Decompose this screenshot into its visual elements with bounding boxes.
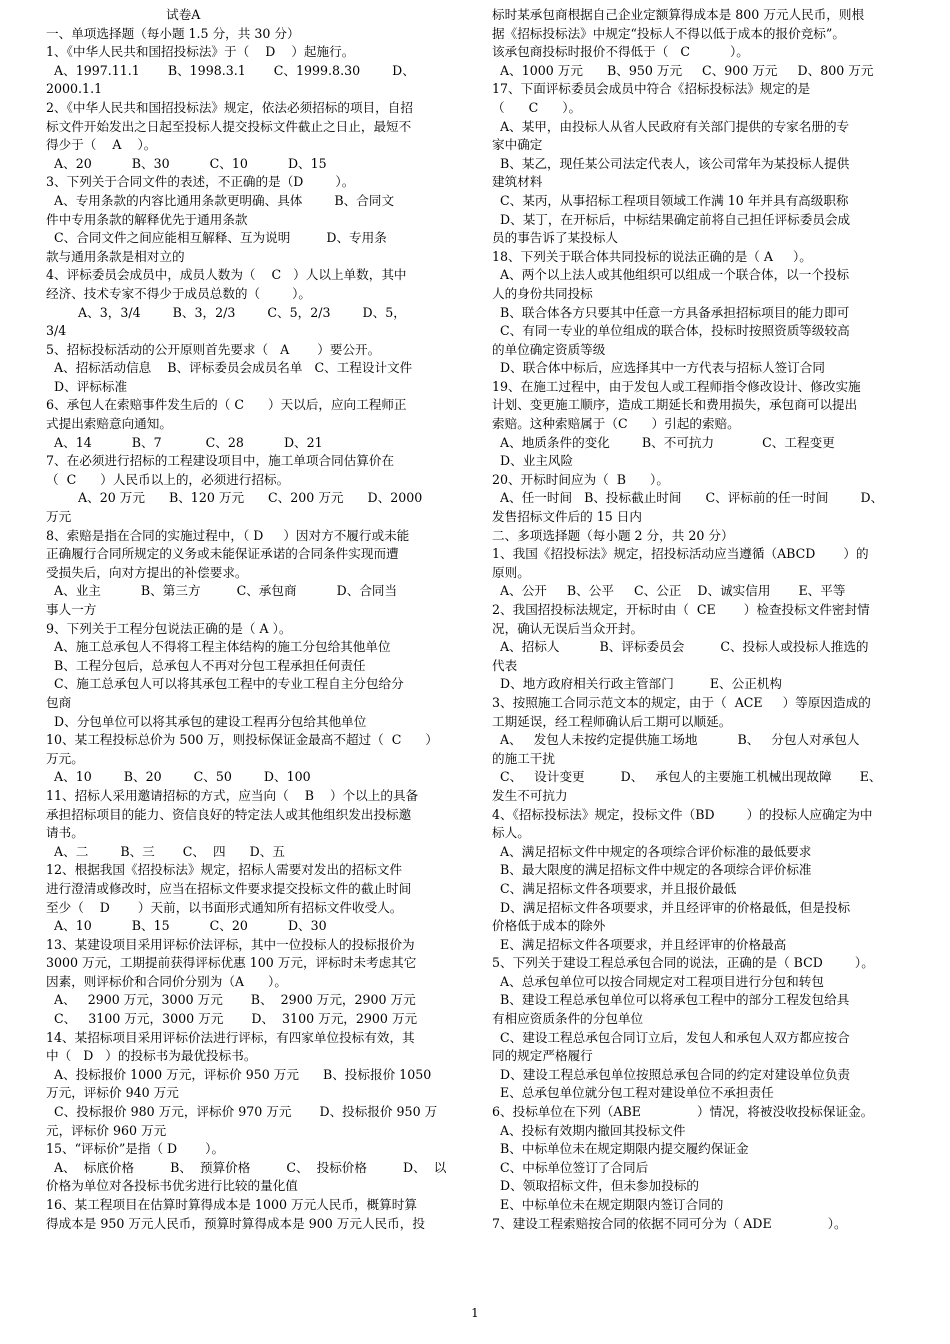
text-line: A、3，3/4 B、3，2/3 C、5，2/3 D、5， [46, 304, 406, 320]
text-line: A、总承包单位可以按合同规定对工程项目进行分包和转包 [492, 973, 824, 989]
text-line: 包商 [46, 694, 72, 710]
text-line: 请书。 [46, 825, 84, 841]
text-line: 索赔。这种索赔属于（C ）引起的索赔。 [492, 416, 740, 432]
text-line: A、20 B、30 C、10 D、15 [46, 155, 327, 171]
text-line: 16、某工程项目在估算时算得成本是 1000 万元人民币，概算时算 [46, 1197, 417, 1212]
text-line: 万元，评标价 940 万元 [46, 1085, 179, 1101]
text-line: 10、某工程投标总价为 500 万，则投标保证金最高不超过（ C ） [46, 732, 438, 748]
text-line: A、招标活动信息 B、评标委员会成员名单 C、工程设计文件 [46, 360, 413, 376]
text-line: 1、《中华人民共和国招投标法》于（ D ）起施行。 [46, 44, 355, 60]
text-line: 承担招标项目的能力、资信良好的特定法人或其他组织发出投标邀 [46, 806, 412, 822]
text-line: A、某甲，由投标人从省人民政府有关部门提供的专家名册的专 [492, 118, 850, 134]
text-line: C、 设计变更 D、 承包人的主要施工机械出现故障 E、 [492, 769, 882, 785]
text-line: B、中标单位未在规定期限内提交履约保证金 [492, 1141, 749, 1157]
text-line: B、联合体各方只要其中任意一方具备承担招标项目的能力即可 [492, 304, 850, 320]
text-line: 经济、技术专家不得少于成员总数的（ ）。 [46, 285, 312, 301]
text-line: 价格低于成本的除外 [492, 918, 606, 934]
text-line: 6、投标单位在下列（ABE ）情况，将被没收投标保证金。 [492, 1104, 874, 1120]
text-line: 计划、变更施工顺序，造成工期延长和费用损失，承包商可以提出 [492, 397, 858, 413]
text-line: D、满足招标文件各项要求，并且经评审的价格最低，但是投标 [492, 899, 851, 915]
text-line: 价格为单位对各投标书优劣进行比较的量化值 [46, 1178, 298, 1194]
text-line: 进行澄清或修改时，应当在招标文件要求提交投标文件的截止时间 [46, 880, 412, 896]
text-line: A、10 B、15 C、20 D、30 [46, 918, 327, 934]
text-line: 试卷A [46, 7, 201, 22]
text-line: 事人一方 [46, 602, 97, 617]
text-line: 19、在施工过程中，由于发包人或工程师指令修改设计、修改实施 [492, 378, 861, 394]
text-line: C、合同文件之间应能相互解释、互为说明 D、专用条 [46, 230, 387, 246]
text-line: C、满足招标文件各项要求，并且报价最低 [492, 880, 737, 896]
text-line: 发生不可抗力 [492, 787, 568, 803]
text-line: 中（ D ）的投标书为最优投标书。 [46, 1048, 257, 1064]
text-line: 标人。 [492, 825, 530, 841]
text-line: 一、单项选择题（每小题 1.5 分，共 30 分） [46, 25, 300, 41]
text-line: A、地质条件的变化 B、不可抗力 C、工程变更 [492, 434, 835, 450]
text-line: A、施工总承包人不得将工程主体结构的施工分包给其他单位 [46, 639, 391, 655]
text-line: A、1000 万元 B、950 万元 C、900 万元 D、800 万元 [492, 62, 874, 78]
text-line: D、某丁，在开标后，中标结果确定前将自己担任评标委员会成 [492, 211, 851, 227]
text-line: 人的身份共同投标 [492, 285, 593, 301]
text-line: B、建设工程总承包单位可以将承包工程中的部分工程发包给具 [492, 992, 850, 1008]
text-line: 万元 [46, 509, 72, 525]
text-line: 5、招标投标活动的公开原则首先要求（ A ）要公开。 [46, 341, 381, 357]
text-line: 该承包商投标时报价不得低于（ C ）。 [492, 44, 749, 60]
text-line: A、投标报价 1000 万元，评标价 950 万元 B、投标报价 1050 [46, 1066, 432, 1082]
text-line: 同的规定严格履行 [492, 1048, 593, 1064]
text-line: 1、我国《招投标法》规定，招投标活动应当遵循（ABCD ）的 [492, 546, 869, 562]
text-line: C、投标报价 980 万元，评标价 970 万元 D、投标报价 950 万 [46, 1104, 438, 1120]
text-line: 得少于（ A ）。 [46, 137, 157, 153]
text-line: 件中专用条款的解释优先于通用条款 [46, 211, 248, 227]
text-line: 受损失后，向对方提出的补偿要求。 [46, 564, 248, 580]
text-line: A、招标人 B、评标委员会 C、投标人或投标人推选的 [492, 639, 869, 655]
text-line: 3、下列关于合同文件的表述，不正确的是（D ）。 [46, 174, 355, 190]
text-line: 6、承包人在索赔事件发生后的（ C ）天以后，应向工程师正 [46, 397, 407, 413]
text-line: 的单位确定资质等级 [492, 341, 606, 357]
text-line: （ C ）人民币以上的，必须进行招标。 [46, 471, 290, 487]
text-line: 款与通用条款是相对立的 [46, 248, 185, 264]
text-line: 原则。 [492, 564, 530, 580]
text-line: 2000.1.1 [46, 81, 103, 97]
text-line: 2、《中华人民共和国招投标法》规定，依法必须招标的项目，自招 [46, 99, 413, 115]
text-line: 至少（ D ）天前，以书面形式通知所有招标文件收受人。 [46, 899, 403, 915]
text-line: 3、按照施工合同示范文本的规定，由于（ ACE ）等原因造成的 [492, 694, 871, 710]
text-line: A、任一时间 B、投标截止时间 C、评标前的任一时间 D、 [492, 490, 884, 506]
text-line: 二、多项选择题（每小题 2 分，共 20 分） [492, 527, 734, 543]
text-line: 得成本是 950 万元人民币，预算时算得成本是 900 万元人民币，投 [46, 1215, 425, 1231]
text-line: 代表 [492, 657, 518, 673]
text-line: 14、某招标项目采用评标价法进行评标，有四家单位投标有效，其 [46, 1029, 415, 1045]
text-line: 3/4 [46, 323, 67, 339]
text-line: D、建设工程总承包单位按照总承包合同的约定对建设单位负责 [492, 1066, 851, 1082]
text-line: 家中确定 [492, 137, 543, 153]
text-line: A、 发包人未按约定提供施工场地 B、 分包人对承包人 [492, 732, 860, 748]
text-line: 7、在必须进行招标的工程建设项目中，施工单项合同估算价在 [46, 453, 395, 469]
text-line: A、1997.11.1 B、1998.3.1 C、1999.8.30 D、 [46, 62, 415, 78]
text-line: 15、“评标价”是指（ D ）。 [46, 1141, 225, 1157]
text-line: A、业主 B、第三方 C、承包商 D、合同当 [46, 583, 398, 599]
text-line: C、 3100 万元，3000 万元 D、 3100 万元，2900 万元 [46, 1011, 418, 1027]
text-line: 发售招标文件后的 15 日内 [492, 509, 642, 525]
text-line: A、专用条款的内容比通用条款更明确、具体 B、合同文 [46, 192, 395, 208]
text-line: E、满足招标文件各项要求，并且经评审的价格最高 [492, 936, 787, 952]
text-line: 建筑材料 [492, 174, 543, 190]
text-line: D、评标标准 [46, 378, 128, 394]
text-line: 员的事告诉了某投标人 [492, 230, 618, 246]
text-line: 2、我国招投标法规定，开标时由（ CE ）检查投标文件密封情 [492, 602, 870, 617]
text-line: 12、根据我国《招投标法》规定，招标人需要对发出的招标文件 [46, 862, 403, 878]
text-line: A、公开 B、公平 C、公正 D、诚实信用 E、平等 [492, 583, 846, 599]
text-line: 标文件开始发出之日起至投标人提交投标文件截止之日止，最短不 [46, 118, 412, 134]
text-line: B、工程分包后，总承包人不再对分包工程承担任何责任 [46, 657, 366, 673]
text-line: E、中标单位未在规定期限内签订合同的 [492, 1197, 724, 1212]
text-line: 标时某承包商根据自己企业定额算得成本是 800 万元人民币，则根 [492, 7, 865, 22]
text-line: A、14 B、7 C、28 D、21 [46, 434, 323, 450]
page-number: 1 [471, 1306, 479, 1320]
text-line: D、联合体中标后，应选择其中一方代表与招标人签订合同 [492, 360, 825, 376]
text-line: 5、下列关于建设工程总承包合同的说法，正确的是（ BCD ）。 [492, 955, 874, 971]
text-line: 11、招标人采用邀请招标的方式，应当向（ B ）个以上的具备 [46, 787, 419, 803]
text-line: （ C ）。 [492, 99, 582, 115]
text-line: 因素，则评标价和合同价分别为（A ）。 [46, 973, 287, 989]
text-line: 式提出索赔意向通知。 [46, 416, 172, 432]
text-line: D、领取招标文件，但未参加投标的 [492, 1178, 700, 1194]
right-column [492, 6, 912, 1233]
text-line: C、某丙，从事招标工程项目领域工作满 10 年并具有高级职称 [492, 192, 849, 208]
text-line: 18、下列关于联合体共同投标的说法正确的是（ A ）。 [492, 248, 812, 264]
text-line: C、中标单位签订了合同后 [492, 1159, 649, 1175]
text-line: B、最大限度的满足招标文件中规定的各项综合评价标准 [492, 862, 812, 878]
text-line: C、有同一专业的单位组成的联合体，投标时按照资质等级较高 [492, 323, 850, 339]
text-line: D、业主风险 [492, 453, 574, 469]
text-line: A、满足招标文件中规定的各项综合评价标准的最低要求 [492, 843, 812, 859]
left-column [46, 6, 466, 1233]
text-line: D、分包单位可以将其承包的建设工程再分包给其他单位 [46, 713, 367, 729]
text-line: 的施工干扰 [492, 750, 555, 766]
text-line: 3000 万元，工期提前获得评标优惠 100 万元，评标时未考虑其它 [46, 955, 417, 971]
text-line: 有相应资质条件的分包单位 [492, 1011, 644, 1027]
text-line: 17、下面评标委员会成员中符合《招标投标法》规定的是 [492, 81, 811, 97]
text-line: A、10 B、20 C、50 D、100 [46, 769, 311, 785]
text-line: 正确履行合同所规定的义务或未能保证承诺的合同条件实现而遭 [46, 546, 399, 562]
text-line: A、 2900 万元，3000 万元 B、 2900 万元，2900 万元 [46, 992, 416, 1008]
text-line: A、 标底价格 B、 预算价格 C、 投标价格 D、 以 [46, 1159, 447, 1175]
text-line: A、两个以上法人或其他组织可以组成一个联合体，以一个投标 [492, 267, 850, 283]
text-line: 据《招标投标法》中规定“投标人不得以低于成本的报价竞标”。 [492, 25, 845, 41]
text-line: A、二 B、三 C、 四 D、五 [46, 843, 285, 859]
text-line: 万元。 [46, 750, 84, 766]
text-line: A、投标有效期内撤回其投标文件 [492, 1122, 686, 1138]
text-line: 况，确认无误后当众开封。 [492, 620, 644, 636]
text-line: C、施工总承包人可以将其承包工程中的专业工程自主分包给分 [46, 676, 404, 692]
text-line: 8、索赔是指在合同的实施过程中，（ D ）因对方不履行或未能 [46, 527, 410, 543]
text-line: 4、《招标投标法》规定，投标文件（BD ）的投标人应确定为中 [492, 806, 873, 822]
text-line: 元，评标价 960 万元 [46, 1122, 167, 1138]
text-line: 9、下列关于工程分包说法正确的是（ A ）。 [46, 620, 292, 636]
text-line: 工期延误，经工程师确认后工期可以顺延。 [492, 713, 732, 729]
text-line: B、某乙，现任某公司法定代表人，该公司常年为某投标人提供 [492, 155, 850, 171]
text-line: D、地方政府相关行政主管部门 E、公正机构 [492, 676, 783, 692]
text-line: 13、某建设项目采用评标价法评标，其中一位投标人的投标报价为 [46, 936, 415, 952]
text-line: 20、开标时间应为（ B ）。 [492, 471, 669, 487]
text-line: 7、建设工程索赔按合同的依据不同可分为（ ADE ）。 [492, 1215, 847, 1231]
text-line: 4、评标委员会成员中，成员人数为（ C ）人以上单数，其中 [46, 267, 407, 283]
text-line: C、建设工程总承包合同订立后，发包人和承包人双方都应按合 [492, 1029, 850, 1045]
text-line: E、总承包单位就分包工程对建设单位不承担责任 [492, 1085, 774, 1101]
text-line: A、20 万元 B、120 万元 C、200 万元 D、2000 [46, 490, 423, 506]
